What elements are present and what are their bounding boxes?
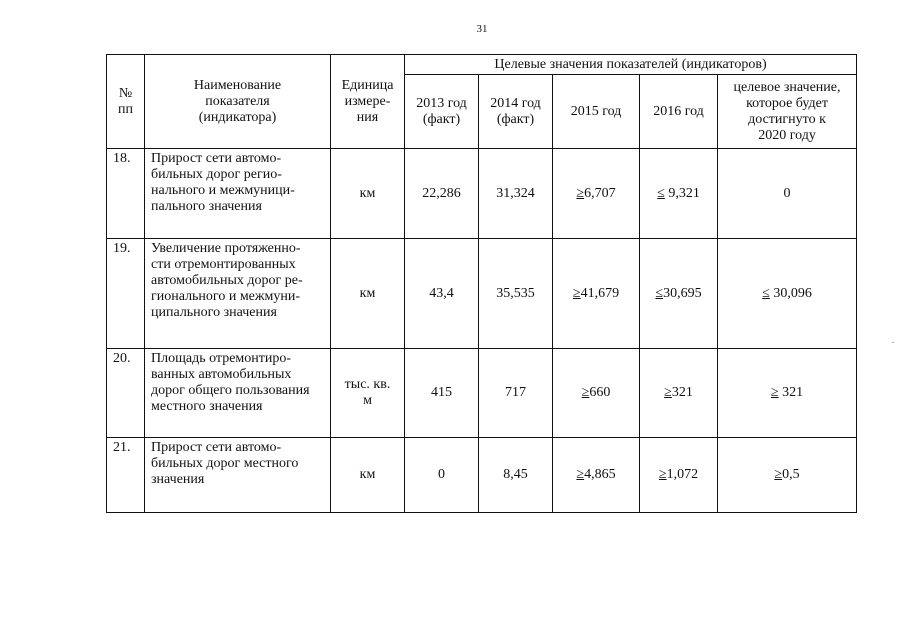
header-row-1 (107, 55, 857, 75)
value-2016-sign: ≤ (657, 185, 665, 201)
value-2015-number: 660 (589, 385, 611, 400)
value-2015 (553, 149, 640, 239)
value-2016-sign: ≥ (658, 467, 667, 482)
row-number: 18. (107, 149, 145, 239)
unit-cell: тыс. кв. м (331, 349, 405, 438)
value-2015 (553, 239, 640, 349)
header-2016: 2016 год (640, 75, 718, 149)
table-row (107, 438, 857, 513)
value-2013: 22,286 (405, 149, 479, 239)
indicator-name: Прирост сети автомо- бильных дорог регио- нального и межмуници- пального значения (145, 149, 331, 239)
indicators-table (106, 54, 857, 513)
value-target (718, 349, 857, 438)
value-2016-number: 30,695 (663, 285, 702, 301)
header-2015: 2015 год (553, 75, 640, 149)
value-target-number: 0 (783, 185, 791, 201)
value-2015-sign: ≥ (576, 467, 585, 482)
value-2016-sign: ≥ (664, 385, 672, 400)
value-2015 (553, 349, 640, 438)
indicator-name: Прирост сети автомо- бильных дорог местного значения (145, 438, 331, 513)
value-2014: 717 (479, 349, 553, 438)
header-number: № пп (107, 55, 145, 149)
value-2016-sign: ≤ (655, 285, 664, 301)
table-row (107, 349, 857, 438)
unit-cell: км (331, 149, 405, 239)
value-target-sign: ≤ (762, 285, 770, 301)
indicator-name: Увеличение протяженно- сти отремонтированных автомобильных дорог ре- гионального и межмуни- ципального значения (145, 239, 331, 349)
value-2013: 415 (405, 349, 479, 438)
row-number: 19. (107, 239, 145, 349)
row-number: 20. (107, 349, 145, 438)
unit-cell: км (331, 438, 405, 513)
value-2016 (640, 349, 718, 438)
indicator-name: Площадь отремонтиро- ванных автомобильных дорог общего пользования местного значения (145, 349, 331, 438)
row-number: 21. (107, 438, 145, 513)
value-target (718, 149, 857, 239)
value-2016 (640, 149, 718, 239)
value-2015-sign: ≥ (576, 185, 585, 201)
value-2013: 43,4 (405, 239, 479, 349)
header-indicator-name: Наименование показателя (индикатора) (145, 55, 331, 149)
value-target-number: 321 (778, 385, 804, 400)
header-2014: 2014 год (факт) (479, 75, 553, 149)
value-2013: 0 (405, 438, 479, 513)
value-target-sign: ≥ (770, 385, 779, 400)
header-2013: 2013 год (факт) (405, 75, 479, 149)
scan-artifact (892, 342, 894, 343)
table-row (107, 149, 857, 239)
value-2014: 35,535 (479, 239, 553, 349)
value-target-sign: ≥ (774, 467, 783, 482)
value-target-number: 30,096 (769, 285, 812, 301)
unit-cell: км (331, 239, 405, 349)
header-unit: Единица измере- ния (331, 55, 405, 149)
value-target-number: 0,5 (782, 467, 800, 482)
page-number: 31 (476, 23, 488, 35)
value-2015-sign: ≥ (581, 385, 590, 400)
value-2015-number: 6,707 (584, 185, 616, 201)
value-2014: 31,324 (479, 149, 553, 239)
value-2015-sign: ≥ (572, 285, 581, 301)
header-target-values-group: Целевые значения показателей (индикаторов) (405, 55, 857, 75)
value-2016-number: 9,321 (664, 185, 700, 201)
value-2015 (553, 438, 640, 513)
value-2016-number: 1,072 (666, 467, 699, 482)
value-target (718, 239, 857, 349)
value-2015-number: 4,865 (584, 467, 616, 482)
value-2014: 8,45 (479, 438, 553, 513)
value-2016 (640, 438, 718, 513)
table-row (107, 239, 857, 349)
value-2016-number: 321 (671, 385, 693, 400)
value-2015-number: 41,679 (580, 285, 620, 301)
value-target (718, 438, 857, 513)
header-target-2020: целевое значение, которое будет достигнуто к 2020 году (718, 75, 857, 149)
value-2016 (640, 239, 718, 349)
